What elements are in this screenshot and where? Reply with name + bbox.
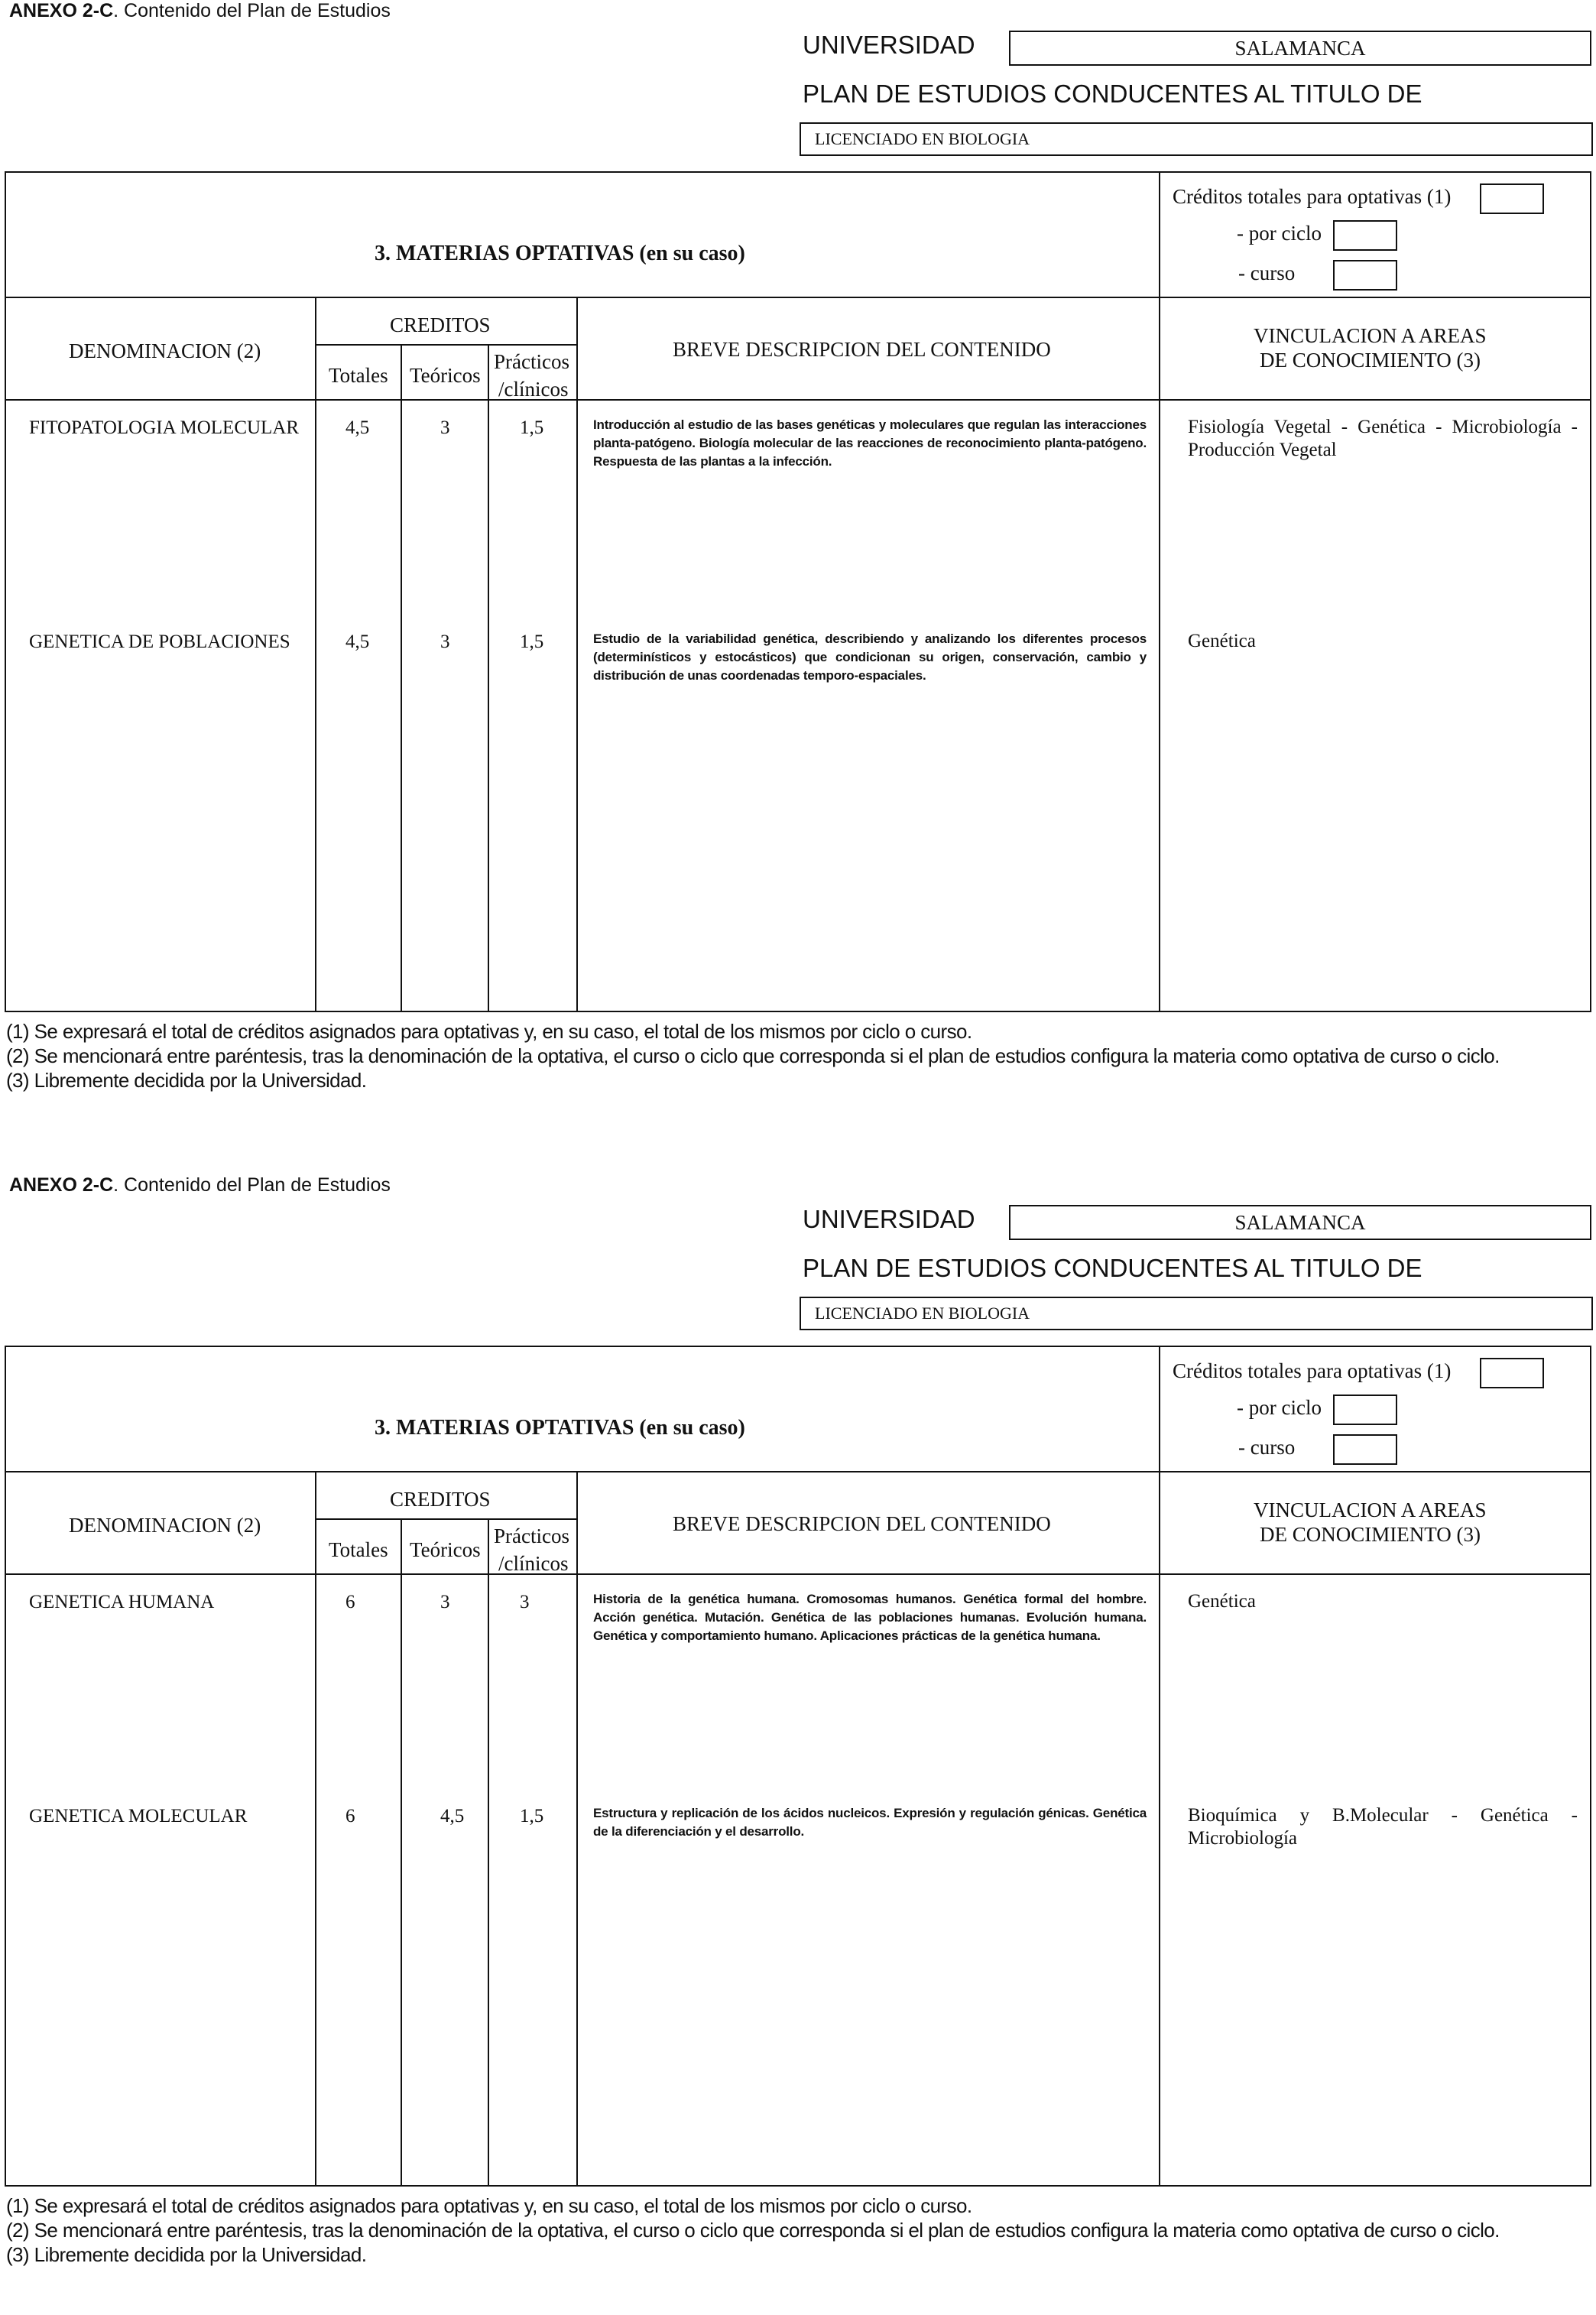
col-descripcion: BREVE DESCRIPCION DEL CONTENIDO [673,338,1051,361]
row-areas: Genética [1188,1591,1256,1612]
col-practicos: Prácticos [494,350,569,373]
col-clinicos: /clínicos [498,1552,569,1575]
row-description: Estructura y replicación de los ácidos nucleicos. Expresión y regulación génicas. Genética de la diferenciación y el desarrollo. [593,1806,1147,1839]
col-vinculacion-2: DE CONOCIMIENTO (3) [1260,1523,1481,1546]
row-teoricos: 3 [440,632,450,652]
footnote-3: (3) Libremente decidida por la Universidad. [6,1069,367,1092]
por-ciclo-label: - por ciclo [1237,222,1322,245]
col-totales: Totales [329,364,388,387]
row-denominacion: FITOPATOLOGIA MOLECULAR [29,417,300,438]
col-divider [488,344,489,1012]
col-denominacion: DENOMINACION (2) [69,1514,261,1537]
col-teoricos: Teóricos [410,364,481,387]
col-vinculacion: VINCULACION A AREAS [1254,1498,1487,1521]
header-divider [5,297,1591,298]
row-teoricos: 4,5 [440,1806,465,1826]
creditos-totales-label: Créditos totales para optativas (1) [1173,185,1452,208]
university-field: SALAMANCA [1009,31,1591,66]
plan-label: PLAN DE ESTUDIOS CONDUCENTES AL TITULO DE [803,1254,1422,1282]
row-areas: Bioquímica y B.Molecular - Genética - Microbiología [1188,1805,1578,1849]
row-practicos: 1,5 [520,1806,544,1826]
section-title: 3. MATERIAS OPTATIVAS (en su caso) [375,242,745,265]
col-divider [576,1471,578,2187]
row-totales: 4,5 [345,632,370,652]
col-vinculacion-2: DE CONOCIMIENTO (3) [1260,349,1481,372]
curso-box [1333,1434,1397,1465]
curso-box [1333,260,1397,291]
col-divider [401,1518,402,2187]
footnote-3: (3) Libremente decidida por la Universidad. [6,2243,367,2266]
section-title: 3. MATERIAS OPTATIVAS (en su caso) [375,1416,745,1440]
col-descripcion: BREVE DESCRIPCION DEL CONTENIDO [673,1512,1051,1535]
row-description: Historia de la genética humana. Cromosomas humanos. Genética formal del hombre. Acción genética. Mutación. Genética de las poblaciones humanas. Evolución humana. Genética y comportamiento humano. Aplicaciones prácticas de la genética humana. [593,1592,1147,1643]
title-field: LICENCIADO EN BIOLOGIA [800,1297,1593,1330]
row-teoricos: 3 [440,1592,450,1612]
creditos-totales-label: Créditos totales para optativas (1) [1173,1359,1452,1382]
header-divider [5,1471,1591,1472]
annex-heading: ANEXO 2-C. Contenido del Plan de Estudios [9,0,391,21]
por-ciclo-label: - por ciclo [1237,1396,1322,1419]
row-practicos: 1,5 [520,417,544,438]
row-teoricos: 3 [440,417,450,438]
creditos-totales-box [1480,1358,1544,1388]
row-denominacion: GENETICA MOLECULAR [29,1806,248,1826]
university-label: UNIVERSIDAD [803,1205,975,1233]
creditos-subdivider [315,344,578,346]
col-divider [401,344,402,1012]
col-teoricos: Teóricos [410,1538,481,1561]
footnote-2: (2) Se mencionará entre paréntesis, tras la denominación de la optativa, el curso o ciclo que corresponda si el plan de estudios configura la materia como optativa de curso o ciclo. [6,1044,1500,1067]
col-creditos: CREDITOS [390,1488,491,1511]
por-ciclo-box [1333,220,1397,251]
col-vinculacion: VINCULACION A AREAS [1254,324,1487,347]
footnote-1: (1) Se expresará el total de créditos asignados para optativas y, en su caso, el total de los mismos por ciclo o curso. [6,1020,972,1043]
creditos-subdivider [315,1518,578,1520]
row-denominacion: GENETICA DE POBLACIONES [29,632,290,652]
col-divider [315,297,316,1012]
col-creditos: CREDITOS [390,313,491,336]
row-practicos: 1,5 [520,632,544,652]
row-totales: 6 [345,1806,355,1826]
col-denominacion: DENOMINACION (2) [69,339,261,362]
col-divider [488,1518,489,2187]
university-field: SALAMANCA [1009,1205,1591,1240]
col-totales: Totales [329,1538,388,1561]
row-description: Estudio de la variabilidad genética, describiendo y analizando los diferentes procesos (determinísticos y estocásticos) que condicionan su origen, conservación, cambio y distribución de unas coordenadas temporo-espaciales. [593,632,1147,683]
col-clinicos: /clínicos [498,378,569,401]
row-totales: 6 [345,1592,355,1612]
footnote-1: (1) Se expresará el total de créditos asignados para optativas y, en su caso, el total de los mismos por ciclo o curso. [6,2194,972,2217]
row-areas: Fisiología Vegetal - Genética - Microbiología - Producción Vegetal [1188,417,1578,460]
university-label: UNIVERSIDAD [803,31,975,59]
plan-label: PLAN DE ESTUDIOS CONDUCENTES AL TITULO DE [803,80,1422,108]
column-header-divider [5,1573,1591,1575]
col-divider [315,1471,316,2187]
column-header-divider [5,399,1591,401]
curso-label: - curso [1238,1436,1296,1459]
row-totales: 4,5 [345,417,370,438]
curso-label: - curso [1238,261,1296,284]
col-divider [1159,1346,1160,2187]
plan-page [0,1174,1596,2315]
row-practicos: 3 [520,1592,530,1612]
col-divider [576,297,578,1012]
row-areas: Genética [1188,631,1256,651]
por-ciclo-box [1333,1395,1397,1425]
footnote-2: (2) Se mencionará entre paréntesis, tras la denominación de la optativa, el curso o ciclo que corresponda si el plan de estudios configura la materia como optativa de curso o ciclo. [6,2219,1500,2242]
annex-heading: ANEXO 2-C. Contenido del Plan de Estudios [9,1174,391,1196]
col-divider [1159,171,1160,1012]
row-denominacion: GENETICA HUMANA [29,1592,215,1612]
col-practicos: Prácticos [494,1524,569,1547]
plan-page [0,0,1596,1141]
title-field: LICENCIADO EN BIOLOGIA [800,122,1593,156]
creditos-totales-box [1480,183,1544,214]
row-description: Introducción al estudio de las bases genéticas y moleculares que regulan las interacciones planta-patógeno. Biología molecular de las reacciones de reconocimiento planta-patógeno. Respuesta de las plantas a la infección. [593,417,1147,469]
